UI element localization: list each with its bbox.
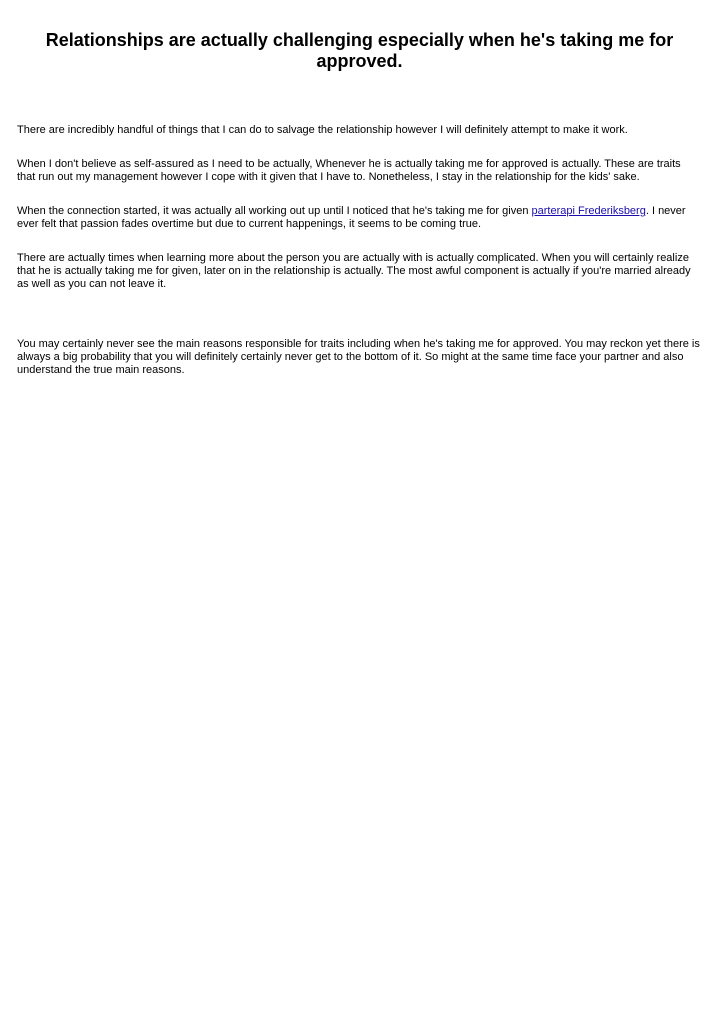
document-title: Relationships are actually challenging especially when he's taking me for approved. <box>45 30 674 71</box>
parterapi-frederiksberg-link[interactable]: parterapi Frederiksberg <box>531 205 646 217</box>
paragraph-4: There are actually times when learning more about the person you are actually with is actually complicated. When you will certainly realize that he is actually taking me for given, later on in the relationship is actually. The most awful component is actually if you're married already as well as you can not leave it. <box>17 252 691 290</box>
paragraph-3 <box>17 205 702 231</box>
paragraph-3-text-before-link: When the connection started, it was actually all working out up until I noticed that he's taking me for given <box>17 205 532 217</box>
paragraph-3-text-after-link: . I never ever felt that passion fades overtime but due to current happenings, it seems to be coming true. <box>17 205 686 230</box>
paragraph-5: You may certainly never see the main reasons responsible for traits including when he's taking me for approved. You may reckon yet there is always a big probability that you will definitely certainly never get to the bottom of it. So might at the same time face your partner and also understand the true main reasons. <box>17 338 700 376</box>
paragraph-2: When I don't believe as self-assured as I need to be actually, Whenever he is actually taking me for approved is actually. These are traits that run out my management however I cope with it given that I have to. Nonetheless, I stay in the relationship for the kids' sake. <box>17 158 681 183</box>
paragraph-1: There are incredibly handful of things that I can do to salvage the relationship however I will definitely attempt to make it work. <box>17 124 628 136</box>
